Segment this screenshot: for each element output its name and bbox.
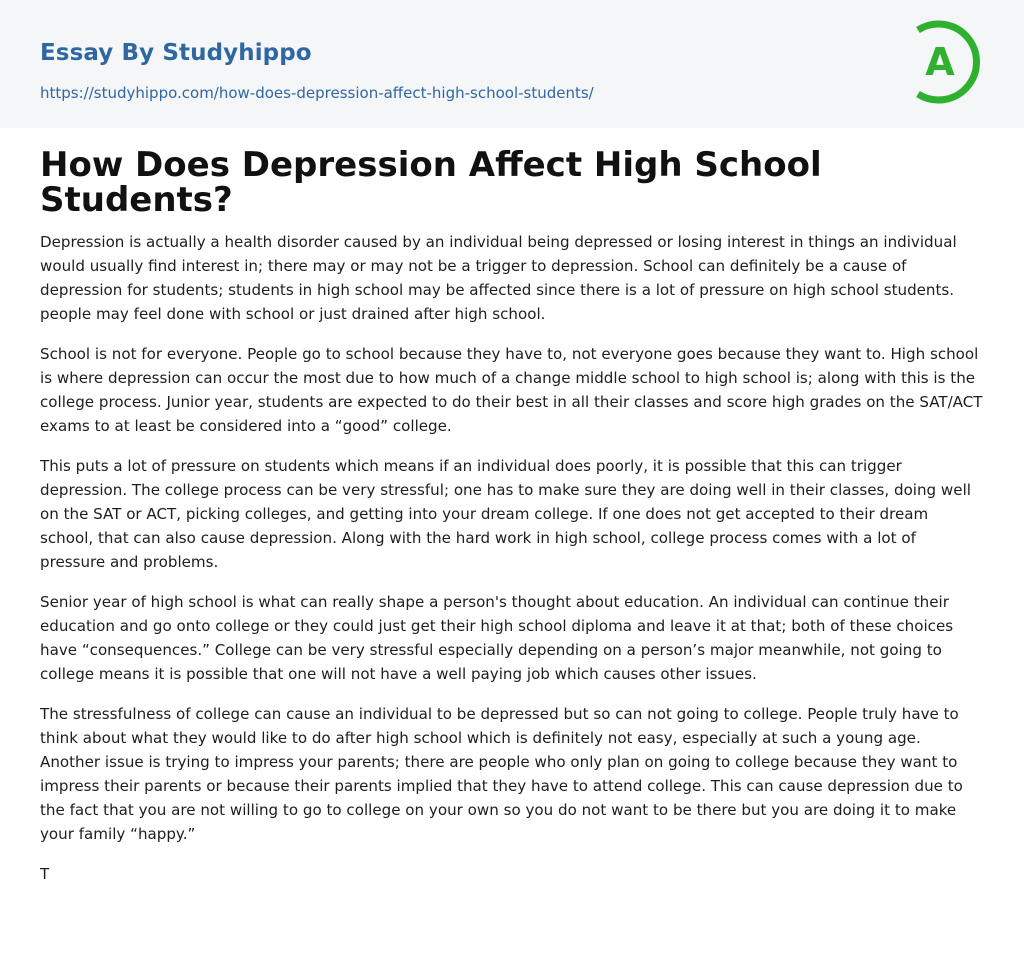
logo-letter: A [925, 40, 955, 84]
paragraph: T [40, 865, 50, 883]
article [0, 145, 1024, 886]
paragraph: School is not for everyone. People go to school because they have to, not everyone goes because they want to. High school is where depression can occur the most due to how much of a change middle school to high school is; along with this is the college process. Junior year, students are expected to do their best in all their classes and score high grades on the SAT/ACT exams to at least be considered into a “good” college. [40, 345, 983, 435]
page-title: How Does Depression Affect High School Students? [40, 145, 822, 220]
brand-title[interactable]: Essay By Studyhippo [40, 40, 312, 66]
site-header [0, 0, 1024, 128]
paragraph: The stressfulness of college can cause an individual to be depressed but so can not going to college. People truly have to think about what they would like to do after high school which is definitely not easy, especially at such a young age. Another issue is trying to impress your parents; there are people who only plan on going to college because they want to impress their parents or because their parents implied that they have to attend college. This can cause depression due to the fact that you are not willing to go to college on your own so you do not want to be there but you are doing it to make your family “happy.” [40, 705, 963, 843]
paragraph: Senior year of high school is what can really shape a person's thought about education. An individual can continue their education and go onto college or they could just get their high school diploma and leave it at that; both of these choices have “consequences.” College can be very stressful especially depending on a person’s major meanwhile, not going to college means it is possible that one will not have a well paying job which causes other issues. [40, 593, 954, 683]
paragraph: Depression is actually a health disorder caused by an individual being depressed or losing interest in things an individual would usually find interest in; there may or may not be a trigger to depression. School can definitely be a cause of depression for students; students in high school may be affected since there is a lot of pressure on high school students. people may feel done with school or just drained after high school. [40, 233, 957, 323]
source-url-link[interactable]: https://studyhippo.com/how-does-depression-affect-high-school-students/ [40, 84, 594, 102]
paragraph: This puts a lot of pressure on students which means if an individual does poorly, it is possible that this can trigger depression. The college process can be very stressful; one has to make sure they are doing well in their classes, doing well on the SAT or ACT, picking colleges, and getting into your dream college. If one does not get accepted to their dream school, that can also cause depression. Along with the hard work in high school, college process comes with a lot of pressure and problems. [40, 457, 971, 571]
studyhippo-logo-icon[interactable] [912, 18, 988, 106]
article-body [40, 230, 984, 886]
